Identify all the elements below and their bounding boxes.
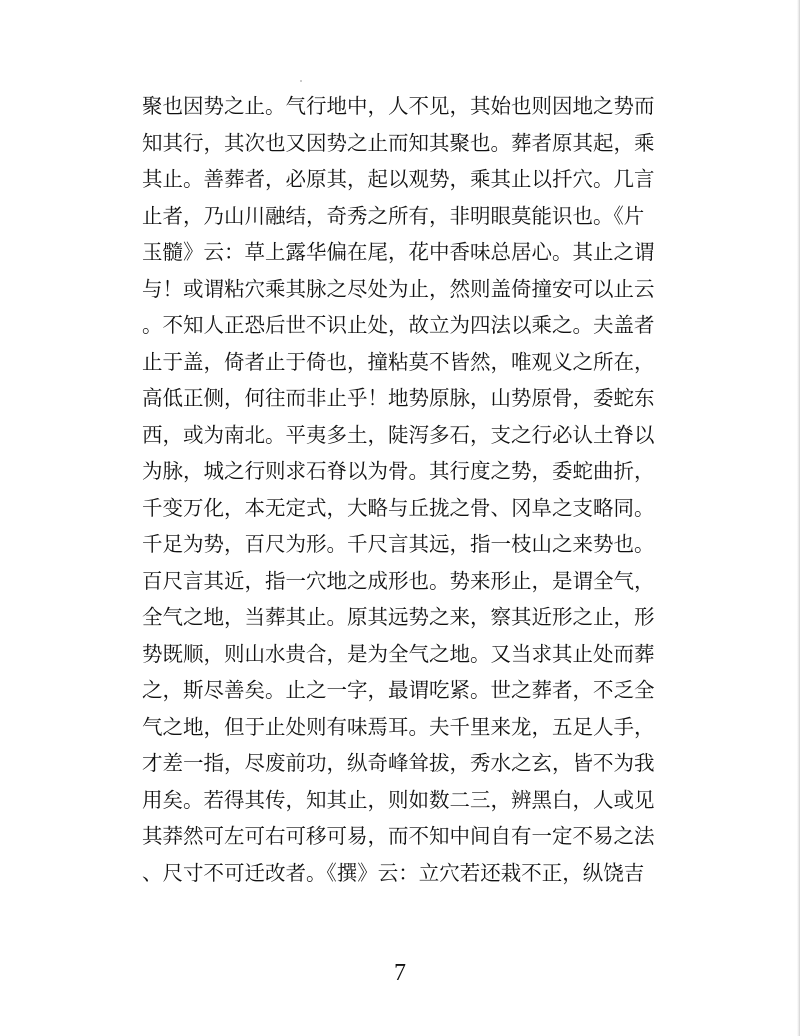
scan-speck — [300, 80, 302, 82]
text-line: 止于盖，倚者止于倚也，撞粘莫不皆然，唯观义之所在， — [142, 349, 655, 374]
text-line: 止者，乃山川融结，奇秀之所有，非明眼莫能识也。《片 — [142, 203, 645, 228]
text-line: 聚也因势之止。气行地中，人不见，其始也则因地之势而 — [142, 94, 655, 118]
text-line: 之，斯尽善矣。止之一字，最谓吃紧。世之葬者，不乏全 — [142, 678, 655, 702]
text-line: 、尺寸不可迁改者。《撰》云：立穴若还栽不正，纵饶吉 — [142, 860, 645, 885]
text-line: 势既顺，则山水贵合，是为全气之地。又当求其止处而葬 — [142, 641, 655, 666]
text-line: 知其行，其次也又因势之止而知其聚也。葬者原其起，乘 — [142, 130, 655, 155]
text-line: 用矣。若得其传，知其止，则如数二三，辨黑白，人或见 — [142, 787, 655, 812]
text-line: 。不知人正恐后世不识止处，故立为四法以乘之。夫盖者 — [142, 313, 655, 337]
text-line: 其止。善葬者，必原其，起以观势，乘其止以扦穴。几言 — [142, 167, 655, 191]
text-line: 其莽然可左可右可移可易，而不知中间自有一定不易之法 — [142, 824, 655, 848]
text-line: 气之地，但于止处则有味焉耳。夫千里来龙，五足人手， — [142, 714, 655, 739]
text-line: 千足为势，百尺为形。千尺言其远，指一枝山之来势也。 — [142, 532, 655, 556]
text-line: 西，或为南北。平夷多土，陡泻多石，支之行必认土脊以 — [142, 422, 655, 447]
page-number: 7 — [394, 960, 406, 986]
text-line: 才差一指，尽废前功，纵奇峰耸拔，秀水之玄，皆不为我 — [142, 751, 655, 775]
text-line: 高低正侧，何往而非止乎！地势原脉，山势原骨，委蛇东 — [142, 386, 655, 410]
text-line: 为脉，城之行则求石脊以为骨。其行度之势，委蛇曲折， — [142, 459, 655, 483]
text-line: 百尺言其近，指一穴地之成形也。势来形止，是谓全气， — [142, 568, 655, 593]
text-line: 玉髓》云：草上露华偏在尾，花中香味总居心。其止之谓 — [142, 240, 655, 264]
text-line: 全气之地，当葬其止。原其远势之来，察其近形之止，形 — [142, 605, 655, 629]
text-line: 与！或谓粘穴乘其脉之尽处为止，然则盖倚撞安可以止云 — [142, 276, 655, 301]
text-line: 千变万化，本无定式，大略与丘拢之骨、冈阜之支略同。 — [142, 495, 655, 520]
body-text — [142, 88, 662, 891]
